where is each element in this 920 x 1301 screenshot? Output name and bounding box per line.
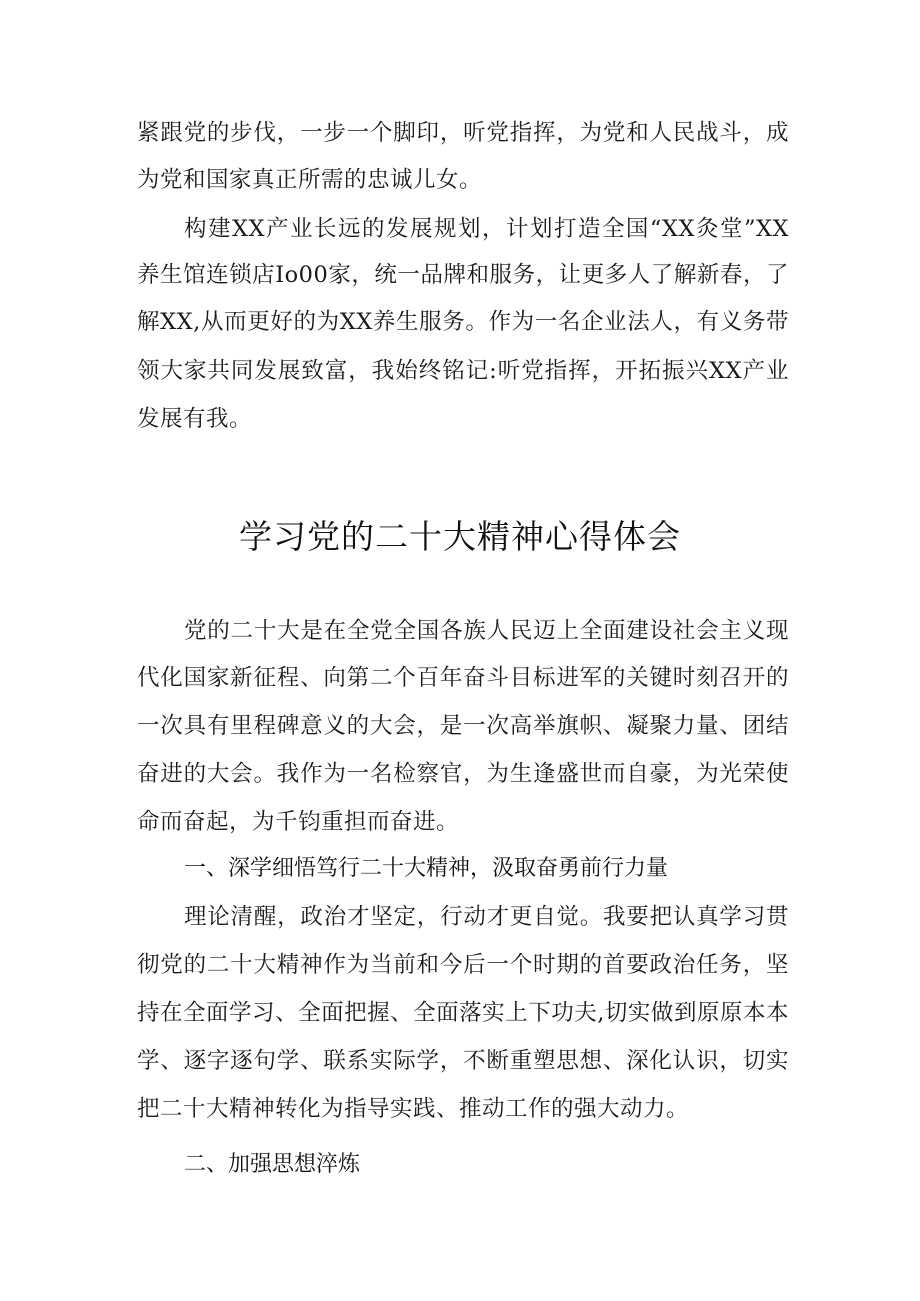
section-heading-2: 二、加强思想淬炼: [184, 1152, 361, 1177]
text-line: 学、逐字逐句学、联系实际学，不断重塑思想、深化认识，切实: [137, 1048, 789, 1074]
text-line: 发展有我。: [137, 406, 253, 432]
text-line: 一次具有里程碑意义的大会，是一次高举旗帜、凝聚力量、团结: [137, 713, 789, 739]
text-line: 理论清醒，政治才坚定，行动才更自觉。我要把认真学习贯: [184, 904, 789, 930]
page-title: 学习党的二十大精神心得体会: [239, 517, 681, 556]
text-line: 代化国家新征程、向第二个百年奋斗目标进军的关键时刻召开的: [137, 665, 789, 691]
text-line: 养生馆连锁店Io00家，统一品牌和服务，让更多人了解新春，了: [137, 262, 789, 288]
text-line: 把二十大精神转化为指导实践、推动工作的强大动力。: [137, 1096, 690, 1122]
text-line: 持在全面学习、全面把握、全面落实上下功夫,切实做到原原本本: [137, 1000, 789, 1026]
text-line: 党的二十大是在全党全国各族人民迈上全面建设社会主义现: [184, 618, 789, 644]
text-line: 构建XX产业长远的发展规划，计划打造全国“XX灸堂”XX: [184, 216, 789, 242]
text-line: 解XX,从而更好的为XX养生服务。作为一名企业法人，有义务带: [137, 309, 789, 335]
text-line: 命而奋起，为千钧重担而奋进。: [137, 809, 460, 835]
text-line: 彻党的二十大精神作为当前和今后一个时期的首要政治任务，坚: [137, 952, 789, 978]
text-line: 紧跟党的步伐，一步一个脚印，听党指挥，为党和人民战斗，成: [137, 120, 789, 146]
text-line: 为党和国家真正所需的忠诚儿女。: [137, 167, 483, 193]
text-line: 领大家共同发展致富，我始终铭记:听党指挥，开拓振兴XX产业: [137, 358, 789, 384]
section-heading-1: 一、深学细悟笃行二十大精神，汲取奋勇前行力量: [184, 856, 669, 881]
text-line: 奋进的大会。我作为一名检察官，为生逢盛世而自豪，为光荣使: [137, 761, 789, 787]
